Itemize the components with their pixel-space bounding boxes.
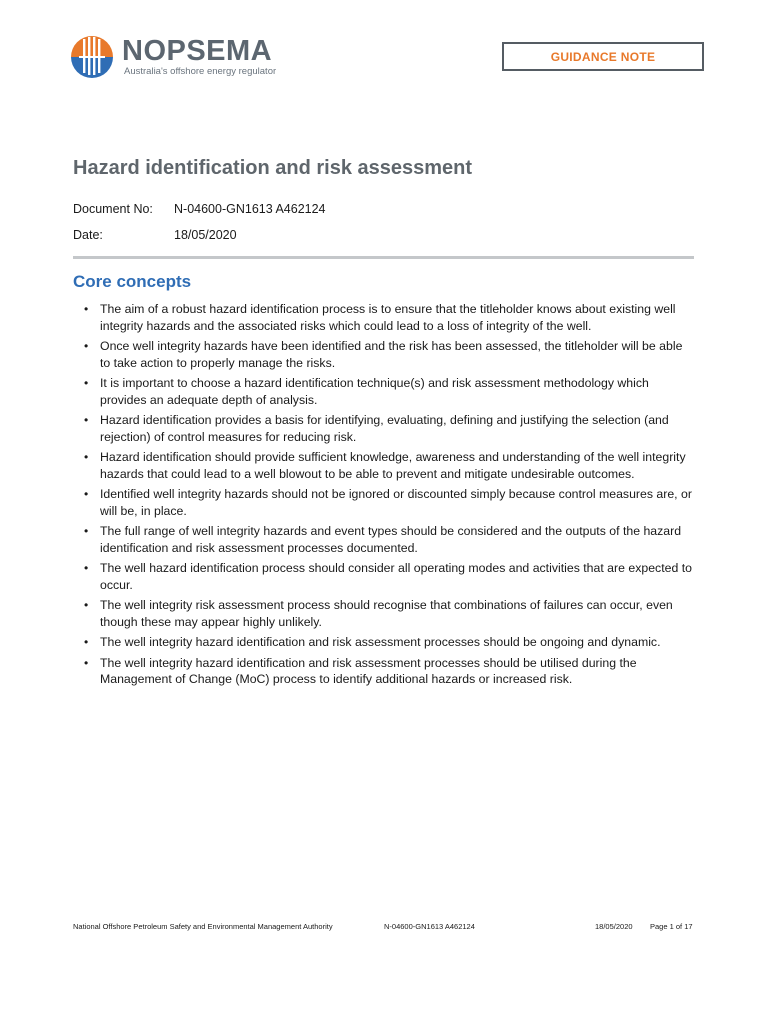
guidance-note-badge: GUIDANCE NOTE (502, 42, 704, 71)
meta-date (73, 228, 237, 242)
section-heading: Core concepts (73, 272, 192, 291)
nopsema-logo-icon (70, 35, 114, 79)
meta-value: N-04600-GN1613 A462124 (174, 202, 326, 216)
footer-document-number: N-04600-GN1613 A462124 (384, 922, 475, 931)
logo-name: NOPSEMA (122, 35, 273, 67)
list-item: • The well integrity hazard identification and risk assessment processes should be utilised during the Management of Change (MoC) process to identify additional hazards or increased risk. (73, 655, 694, 688)
list-item: • Identified well integrity hazards should not be ignored or discounted simply because control measures are, or will be, in place. (73, 486, 694, 519)
nopsema-logo (70, 35, 276, 79)
meta-label: Date: (73, 228, 103, 242)
list-item: • The full range of well integrity hazards and event types should be considered and the outputs of the hazard identification and risk assessment processes documented. (73, 523, 694, 556)
meta-document-number (73, 202, 326, 216)
list-item: • It is important to choose a hazard identification technique(s) and risk assessment methodology which provides an adequate depth of analysis. (73, 375, 694, 408)
footer-organisation: National Offshore Petroleum Safety and Environmental Management Authority (73, 922, 333, 931)
list-item: • The well integrity hazard identification and risk assessment processes should be ongoing and dynamic. (73, 634, 694, 651)
logo-tagline: Australia's offshore energy regulator (124, 66, 277, 77)
header-divider (73, 256, 694, 259)
list-item: • The aim of a robust hazard identification process is to ensure that the titleholder knows about existing well integrity hazards and the associated risks which could lead to a loss of integrity of the well. (73, 301, 694, 334)
list-item: • Once well integrity hazards have been identified and the risk has been assessed, the titleholder will be able to take action to properly manage the risks. (73, 338, 694, 371)
core-concepts-list (73, 301, 694, 692)
list-item: • The well hazard identification process should consider all operating modes and activities that are expected to occur. (73, 560, 694, 593)
list-item: • Hazard identification provides a basis for identifying, evaluating, defining and justifying the selection (and rejection) of control measures for reducing risk. (73, 412, 694, 445)
list-item: • Hazard identification should provide sufficient knowledge, awareness and understanding of the well integrity hazards that could lead to a well blowout to be able to prevent and mitigate undesirable outcomes. (73, 449, 694, 482)
meta-value: 18/05/2020 (174, 228, 237, 242)
meta-label: Document No: (73, 202, 153, 216)
footer-page-number: Page 1 of 17 (650, 922, 693, 931)
footer-date: 18/05/2020 (595, 922, 633, 931)
list-item: • The well integrity risk assessment process should recognise that combinations of failures can occur, even though these may appear highly unlikely. (73, 597, 694, 630)
document-title: Hazard identification and risk assessment (73, 157, 473, 179)
